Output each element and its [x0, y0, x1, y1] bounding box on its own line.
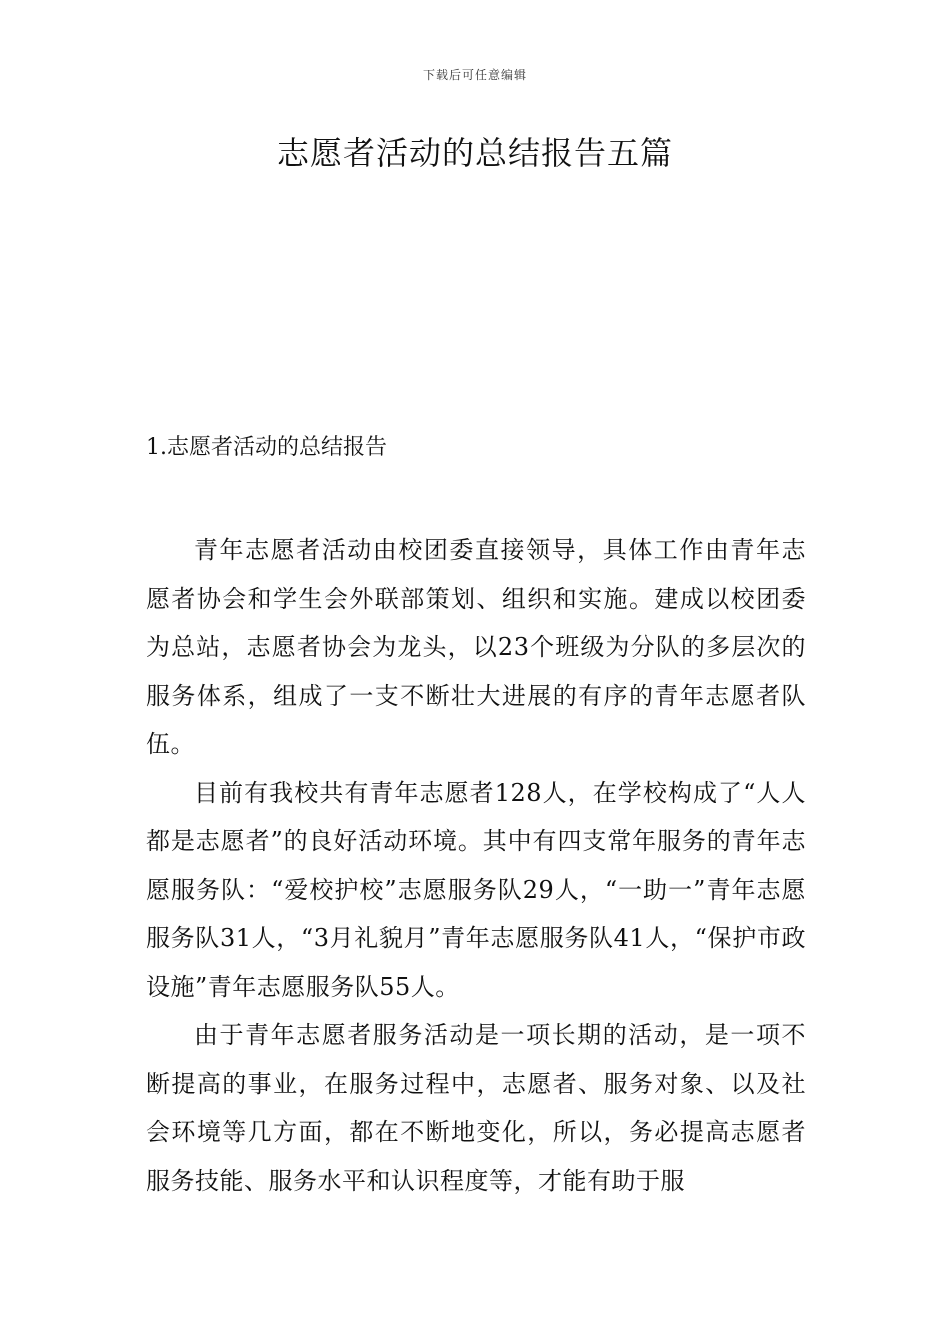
document-title: 志愿者活动的总结报告五篇: [276, 134, 673, 172]
paragraph-2: 目前有我校共有青年志愿者128人，在学校构成了“人人都是志愿者”的良好活动环境。其中有四支常年服务的青年志愿服务队：“爱校护校”志愿服务队29人，“一助一”青年志愿服务队31人，“3月礼貌月”青年志愿服务队41人，“保护市政设施”青年志愿服务队55人。: [146, 778, 806, 1001]
paragraph-1: 青年志愿者活动由校团委直接领导，具体工作由青年志愿者协会和学生会外联部策划、组织和实施。建成以校团委为总站，志愿者协会为龙头，以23个班级为分队的多层次的服务体系，组成了一支不断壮大进展的有序的青年志愿者队伍。: [146, 536, 806, 758]
header-note: 下载后可任意编辑: [422, 68, 527, 82]
section-heading: 1.志愿者活动的总结报告: [146, 435, 387, 460]
paragraph-3: 由于青年志愿者服务活动是一项长期的活动，是一项不断提高的事业，在服务过程中，志愿者、服务对象、以及社会环境等几方面，都在不断地变化，所以，务必提高志愿者服务技能、服务水平和认识程度等，才能有助于服: [146, 1021, 806, 1195]
body-text: [146, 526, 806, 1205]
